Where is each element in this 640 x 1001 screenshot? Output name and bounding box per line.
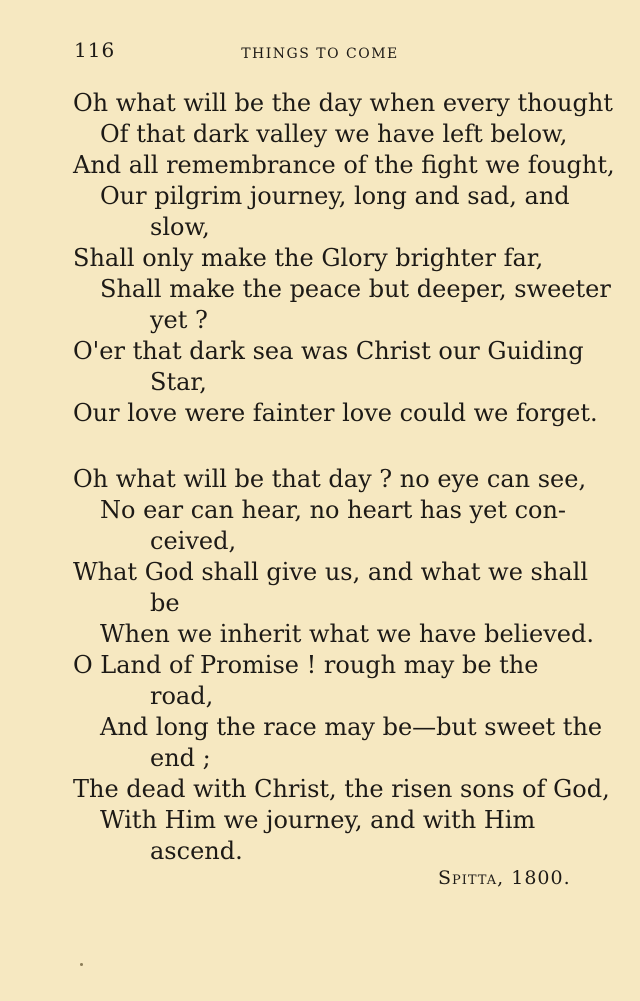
poem-line: Star,: [150, 368, 207, 396]
poem-line: ceived,: [150, 527, 237, 555]
poem-line: end ;: [150, 744, 211, 772]
poem-line: road,: [150, 682, 214, 710]
poem-line: ascend.: [150, 837, 243, 865]
poem-line: Oh what will be the day when every thought: [73, 89, 613, 117]
running-title: THINGS TO COME: [241, 46, 399, 62]
poem-line: Shall make the peace but deeper, sweeter: [100, 275, 611, 303]
poem-line: Our pilgrim journey, long and sad, and: [100, 182, 570, 210]
poem-line: What God shall give us, and what we shall: [73, 558, 588, 586]
poem-line: Our love were fainter love could we forget.: [73, 399, 598, 427]
poem-line: With Him we journey, and with Him: [100, 806, 536, 834]
poem-line: And long the race may be—but sweet the: [100, 713, 603, 741]
paper-speck: [80, 963, 83, 966]
poem-line: Oh what will be that day ? no eye can see,: [73, 465, 587, 493]
poem-line: And all remembrance of the fight we fought,: [73, 151, 615, 179]
poem-line: O Land of Promise ! rough may be the: [73, 651, 539, 679]
poem-line: O'er that dark sea was Christ our Guiding: [73, 337, 584, 365]
poem-line: When we inherit what we have believed.: [100, 620, 594, 648]
poem-line: No ear can hear, no heart has yet con-: [100, 496, 567, 524]
poem-line: Of that dark valley we have left below,: [100, 120, 568, 148]
poem-line: be: [150, 589, 180, 617]
poem-line: The dead with Christ, the risen sons of God,: [73, 775, 610, 803]
attribution: Spitta, 1800.: [438, 867, 571, 889]
poem-line: yet ?: [150, 306, 208, 334]
poem-line: slow,: [150, 213, 210, 241]
page-number: 116: [74, 38, 116, 62]
poem-line: Shall only make the Glory brighter far,: [73, 244, 544, 272]
